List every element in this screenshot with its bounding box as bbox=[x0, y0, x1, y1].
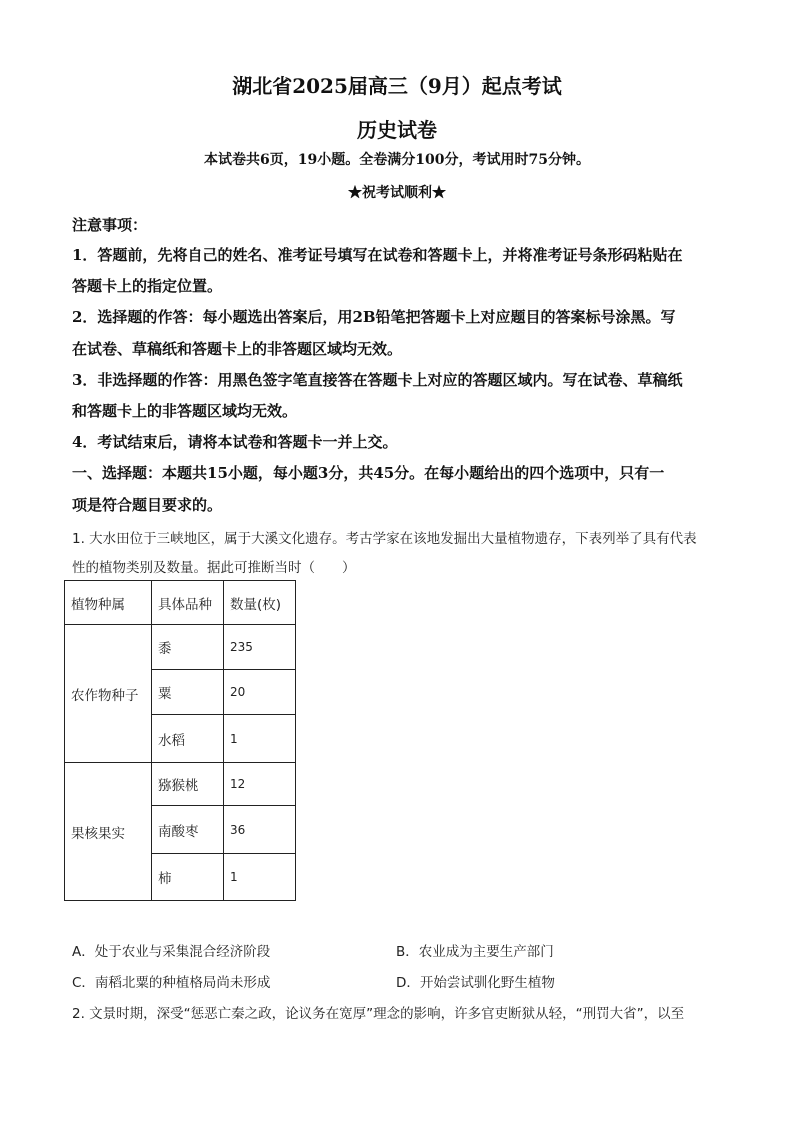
section-heading-line-2: 项是符合题目要求的。 bbox=[72, 496, 223, 514]
count-cell: 235 bbox=[224, 625, 296, 670]
table-row bbox=[65, 763, 296, 806]
option-a: A．处于农业与采集混合经济阶段 bbox=[72, 944, 271, 960]
good-luck-line: ★祝考试顺利★ bbox=[348, 185, 446, 201]
section-heading-line-1: 一、选择题：本题共15小题，每小题3分，共45分。在每小题给出的四个选项中，只有一 bbox=[72, 464, 665, 482]
table-header-cell: 植物种属 bbox=[65, 581, 152, 625]
kind-cell: 猕猴桃 bbox=[152, 763, 224, 806]
kind-cell: 南酸枣 bbox=[152, 806, 224, 854]
group-cell-crops: 农作物种子 bbox=[65, 625, 152, 763]
option-b: B．农业成为主要生产部门 bbox=[396, 944, 554, 960]
question-2-line-1: 2. 文景时期，深受“惩恶亡秦之政，论议务在宽厚”理念的影响，许多官吏断狱从轻，“刑罚大省”，以至 bbox=[72, 1006, 685, 1022]
notes-heading: 注意事项： bbox=[72, 216, 148, 234]
note-line-1: 1．答题前，先将自己的姓名、准考证号填写在试卷和答题卡上，并将准考证号条形码粘贴在 bbox=[72, 246, 683, 264]
note-line-3: 2．选择题的作答：每小题选出答案后，用2B铅笔把答题卡上对应题目的答案标号涂黑。写 bbox=[72, 308, 676, 326]
kind-cell: 柿 bbox=[152, 854, 224, 901]
note-line-2: 答题卡上的指定位置。 bbox=[72, 277, 223, 295]
count-cell: 1 bbox=[224, 854, 296, 901]
table-row bbox=[65, 625, 296, 670]
table-header-cell: 数量(枚) bbox=[224, 581, 296, 625]
kind-cell: 水稻 bbox=[152, 715, 224, 763]
exam-info: 本试卷共6页，19小题。全卷满分100分，考试用时75分钟。 bbox=[204, 152, 590, 168]
group-cell-fruits: 果核果实 bbox=[65, 763, 152, 901]
exam-title: 湖北省2025届高三（9月）起点考试 bbox=[232, 74, 562, 98]
note-line-7: 4．考试结束后，请将本试卷和答题卡一并上交。 bbox=[72, 433, 398, 451]
note-line-6: 和答题卡上的非答题区域均无效。 bbox=[72, 402, 298, 420]
option-d: D．开始尝试驯化野生植物 bbox=[396, 975, 555, 991]
table-header-row bbox=[65, 581, 296, 625]
plant-remains-table bbox=[64, 580, 296, 901]
question-1-line-1: 1. 大水田位于三峡地区，属于大溪文化遗存。考古学家在该地发掘出大量植物遗存，下表列举了具有代表 bbox=[72, 531, 697, 547]
count-cell: 1 bbox=[224, 715, 296, 763]
kind-cell: 粟 bbox=[152, 670, 224, 715]
option-c: C．南稻北粟的种植格局尚未形成 bbox=[72, 975, 271, 991]
count-cell: 12 bbox=[224, 763, 296, 806]
count-cell: 36 bbox=[224, 806, 296, 854]
note-line-5: 3．非选择题的作答：用黑色签字笔直接答在答题卡上对应的答题区域内。写在试卷、草稿纸 bbox=[72, 371, 683, 389]
table-header-cell: 具体品种 bbox=[152, 581, 224, 625]
kind-cell: 黍 bbox=[152, 625, 224, 670]
note-line-4: 在试卷、草稿纸和答题卡上的非答题区域均无效。 bbox=[72, 340, 403, 358]
subject-title: 历史试卷 bbox=[357, 118, 437, 142]
count-cell: 20 bbox=[224, 670, 296, 715]
question-1-line-2: 性的植物类别及数量。据此可推断当时（ ） bbox=[72, 560, 356, 576]
